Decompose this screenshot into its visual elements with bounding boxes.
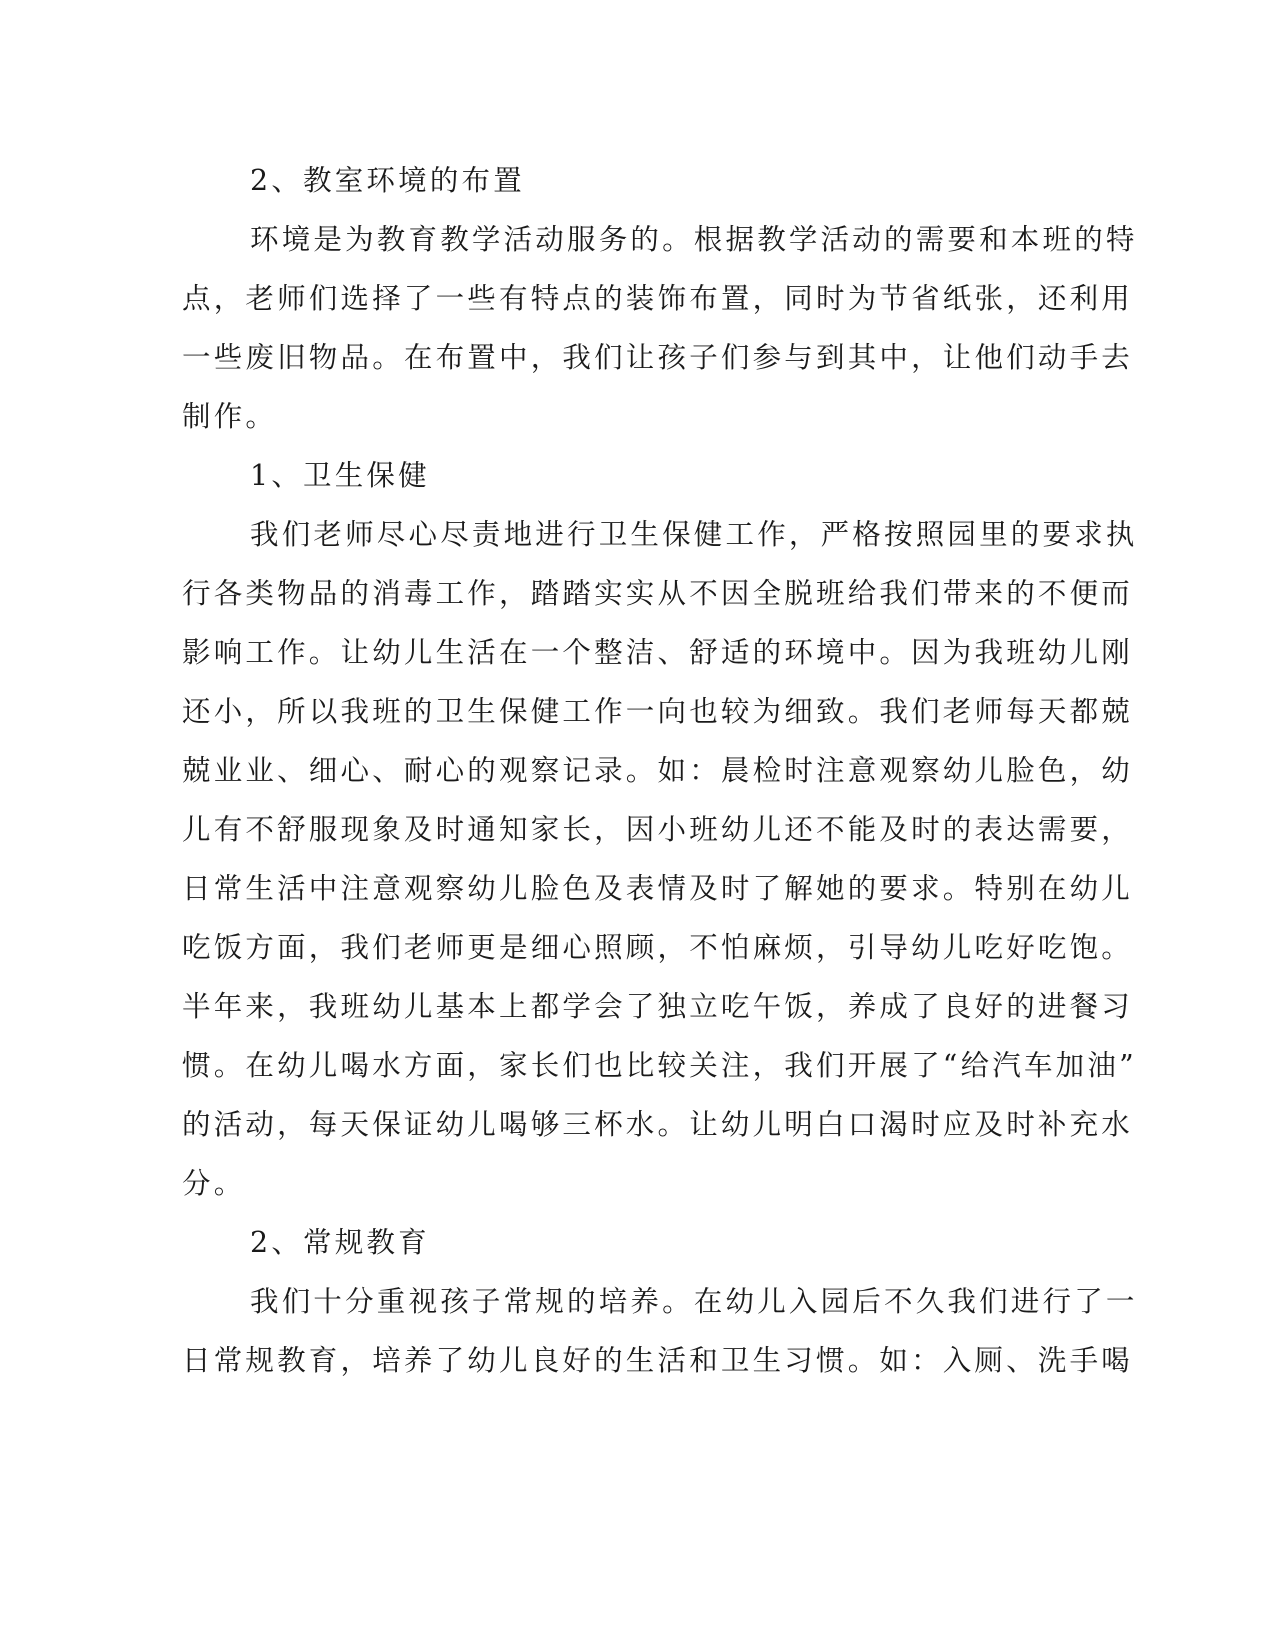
paragraph-line: 点，老师们选择了一些有特点的装饰布置，同时为节省纸张，还利用	[182, 282, 1134, 315]
paragraph-line: 一些废旧物品。在布置中，我们让孩子们参与到其中，让他们动手去	[182, 341, 1134, 374]
paragraph-line: 影响工作。让幼儿生活在一个整洁、舒适的环境中。因为我班幼儿刚	[182, 636, 1134, 669]
paragraph-line: 吃饭方面，我们老师更是细心照顾，不怕麻烦，引导幼儿吃好吃饱。	[182, 931, 1134, 964]
paragraph-line: 日常生活中注意观察幼儿脸色及表情及时了解她的要求。特别在幼儿	[182, 872, 1134, 905]
paragraph-line: 行各类物品的消毒工作，踏踏实实从不因全脱班给我们带来的不便而	[182, 577, 1134, 610]
paragraph-line: 环境是为教育教学活动服务的。根据教学活动的需要和本班的特	[250, 223, 1138, 256]
paragraph-line: 兢业业、细心、耐心的观察记录。如：晨检时注意观察幼儿脸色，幼	[182, 754, 1134, 787]
paragraph-line: 的活动，每天保证幼儿喝够三杯水。让幼儿明白口渴时应及时补充水	[182, 1108, 1134, 1141]
paragraph-line: 我们老师尽心尽责地进行卫生保健工作，严格按照园里的要求执	[250, 518, 1138, 551]
paragraph-line: 半年来，我班幼儿基本上都学会了独立吃午饭，养成了良好的进餐习	[182, 990, 1134, 1023]
paragraph-line: 分。	[182, 1167, 246, 1200]
paragraph-line: 日常规教育，培养了幼儿良好的生活和卫生习惯。如：入厕、洗手喝	[182, 1344, 1134, 1377]
paragraph-line: 制作。	[182, 400, 278, 433]
paragraph-line: 惯。在幼儿喝水方面，家长们也比较关注，我们开展了“给汽车加油”	[182, 1049, 1137, 1082]
paragraph-line: 还小，所以我班的卫生保健工作一向也较为细致。我们老师每天都兢	[182, 695, 1134, 728]
paragraph-line: 我们十分重视孩子常规的培养。在幼儿入园后不久我们进行了一	[250, 1285, 1138, 1318]
paragraph-line: 儿有不舒服现象及时通知家长，因小班幼儿还不能及时的表达需要，	[182, 813, 1134, 846]
heading-classroom-environment: 2、教室环境的布置	[250, 164, 525, 197]
heading-routine-education: 2、常规教育	[250, 1226, 430, 1259]
heading-health-care: 1、卫生保健	[250, 459, 430, 492]
